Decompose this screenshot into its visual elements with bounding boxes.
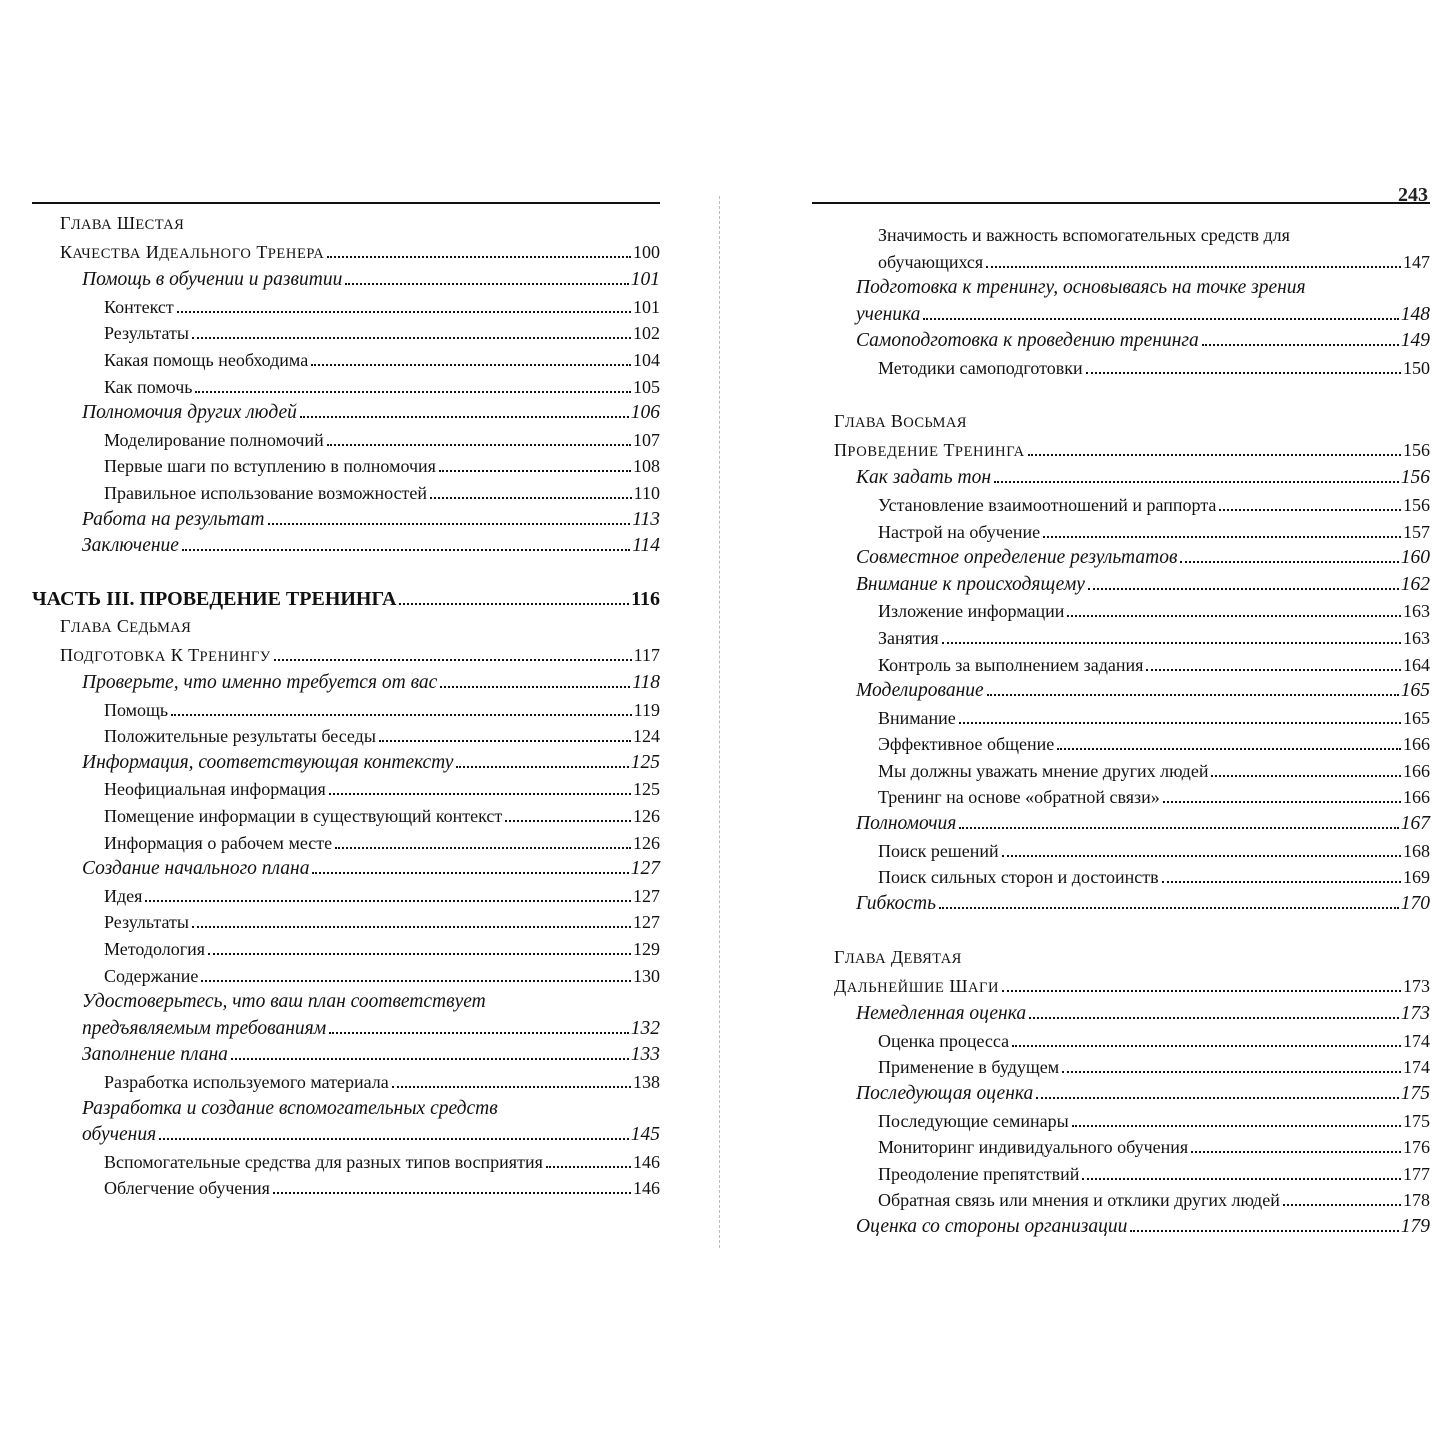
toc-entry-title: КАЧЕСТВА ИДЕАЛЬНОГО ТРЕНЕРА (60, 241, 325, 262)
dot-leader (1002, 990, 1401, 992)
toc-entry-title: Эффективное общение (878, 734, 1055, 755)
toc-page-number: 124 (633, 726, 660, 747)
header-rule (32, 202, 660, 204)
toc-entry[interactable] (32, 239, 660, 268)
toc-page-number: 126 (633, 806, 660, 827)
toc-entry-title: Внимание к происходящему (856, 573, 1085, 595)
toc-entry-title: Самоподготовка к проведению тренинга (856, 330, 1199, 352)
toc-page-number: 102 (633, 323, 660, 344)
dot-leader (345, 283, 628, 285)
dot-leader (1130, 1230, 1398, 1232)
toc-page-number: 178 (1403, 1190, 1430, 1211)
toc-entry[interactable] (812, 328, 1430, 355)
toc-entry-title: Обратная связь или мнения и отклики других людей (878, 1190, 1280, 1211)
toc-entry[interactable] (812, 492, 1430, 519)
dot-leader (327, 444, 631, 446)
toc-entry-title: Результаты (104, 323, 189, 344)
toc-page-number: 148 (1400, 303, 1430, 325)
toc-entry[interactable] (812, 1081, 1430, 1108)
toc-entry-title: Создание начального плана (82, 858, 310, 880)
dot-leader (1211, 775, 1401, 777)
dot-leader (335, 847, 631, 849)
toc-entry[interactable] (812, 973, 1430, 1002)
header-rule (812, 202, 1430, 204)
toc-page-number: 127 (630, 858, 660, 880)
toc-page-number: 156 (1403, 494, 1430, 515)
toc-entry-title: Облегчение обучения (104, 1178, 270, 1199)
toc-entry-title: Поиск сильных сторон и достоинств (878, 867, 1159, 888)
toc-entry[interactable] (32, 480, 660, 507)
toc-page-number: 117 (633, 644, 660, 665)
toc-page-number: 175 (1400, 1083, 1430, 1104)
toc-page-number: 116 (631, 588, 660, 611)
toc-page-number: 162 (1400, 573, 1430, 595)
toc-entry[interactable] (32, 936, 660, 963)
toc-entry-title: Контроль за выполнением задания (878, 654, 1144, 675)
dot-leader (923, 318, 1398, 320)
dot-leader (1219, 509, 1401, 511)
toc-entry-title: Моделирование полномочий (104, 429, 324, 450)
dot-leader (987, 694, 1399, 696)
book-gutter (719, 196, 724, 1248)
toc-entry[interactable] (32, 1175, 660, 1202)
toc-entry-title: Проверьте, что именно требуется от вас (82, 672, 438, 694)
toc-page-number: 119 (633, 699, 660, 720)
toc-entry[interactable] (32, 267, 660, 294)
toc-entry[interactable] (812, 437, 1430, 466)
toc-entry[interactable] (812, 625, 1430, 652)
toc-entry-title: Применение в будущем (878, 1057, 1060, 1078)
dot-leader (329, 793, 631, 795)
toc-page-number: 177 (1403, 1163, 1430, 1184)
toc-entry[interactable] (32, 750, 660, 777)
toc-entry[interactable] (812, 864, 1430, 891)
dot-leader (273, 1192, 631, 1194)
toc-entry-title: Какая помощь необходима (104, 349, 309, 370)
dot-leader (1162, 881, 1401, 883)
toc-page-number: 126 (633, 832, 660, 853)
toc-entry[interactable] (812, 465, 1430, 492)
toc-page-number: 101 (630, 269, 660, 291)
toc-entry-title: Заключение (82, 535, 179, 557)
dot-leader (440, 686, 630, 688)
dot-leader (939, 907, 1399, 909)
toc-entry-title: Помощь в обучении и развитии (82, 269, 343, 291)
toc-entry[interactable] (812, 758, 1430, 785)
dot-leader (1012, 1045, 1401, 1047)
dot-leader (268, 523, 631, 525)
toc-entry[interactable] (32, 453, 660, 480)
toc-entry[interactable] (812, 1028, 1430, 1055)
toc-entry-title: Поиск решений (878, 840, 999, 861)
dot-leader (1002, 855, 1401, 857)
toc-page-number: 113 (632, 508, 660, 530)
toc-entry-title: Полномочия других людей (82, 402, 297, 424)
toc-entry-title: Изложение информации (878, 601, 1065, 622)
toc-page-number: 108 (633, 456, 660, 477)
toc-entry[interactable] (32, 723, 660, 750)
toc-page-number: 146 (633, 1151, 660, 1172)
dot-leader (171, 714, 632, 716)
chapter-heading: ГЛАВА ДЕВЯТАЯ (834, 947, 962, 968)
dot-leader (1163, 801, 1401, 803)
dot-leader (182, 549, 630, 551)
dot-leader (1043, 536, 1401, 538)
toc-entry-title: Преодоление препятствий (878, 1163, 1080, 1184)
toc-entry[interactable] (32, 1042, 660, 1069)
toc-entry[interactable] (32, 427, 660, 454)
toc-entry[interactable] (32, 963, 660, 990)
dot-leader (1191, 1151, 1401, 1153)
dot-leader (145, 900, 631, 902)
toc-entry-title: Помощь (104, 699, 169, 720)
toc-entry[interactable] (32, 830, 660, 857)
toc-entry-title: Тренинг на основе «обратной связи» (878, 787, 1160, 808)
section-gap (32, 560, 660, 587)
toc-entry[interactable] (32, 533, 660, 560)
toc-page-number: 166 (1403, 787, 1430, 808)
toc-entry[interactable] (812, 1161, 1430, 1188)
toc-entry-title: ученика (856, 303, 921, 325)
toc-entry[interactable] (812, 572, 1430, 599)
toc-entry-title: Информация, соответствующая контексту (82, 751, 454, 773)
dot-leader (1028, 454, 1401, 456)
toc-page-number: 127 (633, 912, 660, 933)
toc-entry[interactable] (812, 678, 1430, 705)
dot-leader (192, 926, 631, 928)
toc-entry[interactable] (812, 519, 1430, 546)
toc-page-number: 127 (633, 885, 660, 906)
toc-entry[interactable] (32, 670, 660, 697)
toc-page-number: 105 (633, 376, 660, 397)
toc-entry[interactable] (32, 507, 660, 534)
chapter-heading: ГЛАВА СЕДЬМАЯ (60, 615, 192, 636)
toc-page-number: 156 (1400, 467, 1430, 489)
toc-entry-title: Как помочь (104, 376, 193, 397)
dot-leader (505, 820, 631, 822)
toc-page-number: 166 (1403, 734, 1430, 755)
toc-entry-title: Результаты (104, 912, 189, 933)
toc-entry-title: Положительные результаты беседы (104, 726, 376, 747)
dot-leader (1146, 669, 1401, 671)
toc-page-number: 138 (633, 1072, 660, 1092)
toc-entry[interactable] (32, 1122, 660, 1149)
toc-entry-title: Методики самоподготовки (878, 357, 1083, 378)
dot-leader (1036, 1097, 1398, 1099)
toc-page-number: 163 (1403, 601, 1430, 622)
dot-leader (1057, 748, 1401, 750)
toc-page-number: 165 (1403, 707, 1430, 728)
toc-page-number: 160 (1400, 547, 1430, 569)
toc-entry-title: Оценка со стороны организации (856, 1215, 1128, 1237)
toc-page-number: 106 (630, 402, 660, 424)
dot-leader (439, 470, 631, 472)
dot-leader (1180, 561, 1398, 563)
section-gap (812, 917, 1430, 944)
dot-leader (208, 953, 631, 955)
dot-leader (1029, 1017, 1399, 1019)
toc-page-number: 118 (632, 672, 660, 694)
toc-page-number: 129 (633, 939, 660, 960)
dot-leader (959, 827, 1398, 829)
dot-leader (300, 416, 629, 418)
toc-entry[interactable] (812, 1108, 1430, 1135)
toc-entry[interactable] (812, 784, 1430, 811)
toc-page-number: 156 (1403, 439, 1430, 460)
toc-entry-title: Последующие семинары (878, 1110, 1069, 1131)
toc-entry[interactable] (812, 1134, 1430, 1161)
toc-entry-title: Правильное использование возможностей (104, 482, 428, 503)
toc-entry[interactable] (812, 652, 1430, 679)
toc-page-number: 157 (1403, 521, 1430, 542)
dot-leader (1283, 1204, 1401, 1206)
toc-page-number: 169 (1403, 867, 1430, 888)
dot-leader (1062, 1071, 1401, 1073)
toc-entry[interactable] (812, 1001, 1430, 1028)
toc-entry-title: Последующая оценка (856, 1083, 1034, 1104)
toc-entry-title: предъявляемым требованиям (82, 1017, 327, 1039)
dot-leader (1088, 588, 1399, 590)
toc-entry[interactable] (32, 1016, 660, 1043)
dot-leader (986, 266, 1401, 268)
dot-leader (942, 642, 1401, 644)
toc-entry-title: Немедленная оценка (856, 1003, 1027, 1025)
toc-page-number: 107 (633, 429, 660, 450)
toc-page-number: 149 (1400, 330, 1430, 352)
dot-leader (1082, 1178, 1401, 1180)
toc-page-number: 145 (630, 1124, 660, 1146)
toc-entry-title: Неофициальная информация (104, 779, 326, 800)
dot-leader (201, 980, 631, 982)
toc-page-number: 167 (1400, 813, 1430, 835)
toc-entry[interactable] (812, 1214, 1430, 1241)
toc-page-number: 101 (633, 296, 660, 317)
toc-page-number: 168 (1403, 840, 1430, 861)
toc-entry[interactable] (32, 642, 660, 671)
toc-entry-title: Совместное определение результатов (856, 547, 1178, 569)
toc-entry-title: Вспомогательные средства для разных типов восприятия (104, 1151, 543, 1172)
dot-leader (379, 740, 631, 742)
toc-page-number: 170 (1400, 892, 1430, 914)
toc-entry-title: ДАЛЬНЕЙШИЕ ШАГИ (834, 975, 1000, 996)
dot-leader (959, 722, 1401, 724)
toc-entry-title: Контекст (104, 296, 174, 317)
toc-entry-title: Работа на результат (82, 508, 265, 530)
dot-leader (1072, 1125, 1401, 1127)
toc-entry[interactable] (32, 400, 660, 427)
toc-entry-title: Оценка процесса (878, 1030, 1010, 1051)
toc-page-number: 110 (633, 482, 660, 503)
toc-entry[interactable] (812, 249, 1430, 276)
toc-entry[interactable] (32, 1149, 660, 1176)
chapter-heading: ГЛАВА ВОСЬМАЯ (834, 411, 967, 432)
toc-page-number: 176 (1403, 1137, 1430, 1158)
toc-entry[interactable] (812, 355, 1430, 382)
toc-entry-title: Гибкость (856, 892, 937, 914)
toc-page-number: 125 (633, 779, 660, 800)
toc-page-number: 132 (630, 1017, 660, 1039)
toc-entry[interactable] (32, 1069, 660, 1096)
dot-leader (311, 364, 631, 366)
toc-entry-title: Разработка используемого материала (104, 1072, 389, 1092)
toc-entry[interactable] (32, 374, 660, 401)
dot-leader (1202, 344, 1399, 346)
toc-entry-title: обучающихся (878, 251, 984, 272)
dot-leader (159, 1138, 629, 1140)
toc-entry-title: Занятия (878, 627, 939, 648)
toc-entry-title: Установление взаимоотношений и раппорта (878, 494, 1217, 515)
toc-entry-title: Содержание (104, 965, 199, 986)
toc-entry[interactable] (32, 909, 660, 936)
toc-entry-first-line: Значимость и важность вспомогательных средств для (878, 225, 1290, 245)
dot-leader (192, 337, 631, 339)
toc-page-number: 147 (1403, 251, 1430, 272)
dot-leader (546, 1166, 631, 1168)
toc-page-number: 175 (1403, 1110, 1430, 1131)
toc-entry-title: ЧАСТЬ III. ПРОВЕДЕНИЕ ТРЕНИНГА (32, 588, 397, 611)
toc-entry-title: Внимание (878, 707, 956, 728)
toc-page-number: 125 (630, 751, 660, 773)
toc-entry[interactable] (32, 586, 660, 613)
toc-page-number: 174 (1403, 1057, 1430, 1078)
dot-leader (177, 311, 631, 313)
toc-entry-first-line: Подготовка к тренингу, основываясь на точке зрения (856, 277, 1306, 299)
dot-leader (312, 872, 628, 874)
toc-right (812, 222, 1430, 1241)
toc-entry-title: Заполнение плана (82, 1044, 228, 1066)
toc-entry[interactable] (812, 1054, 1430, 1081)
toc-entry[interactable] (812, 891, 1430, 918)
toc-entry-title: Методология (104, 939, 206, 960)
toc-entry-title: Полномочия (856, 813, 957, 835)
toc-page-number: 133 (630, 1044, 660, 1066)
section-gap (812, 382, 1430, 409)
toc-entry-title: ПОДГОТОВКА К ТРЕНИНГУ (60, 644, 271, 665)
page-number: 243 (1398, 184, 1428, 206)
toc-entry[interactable] (812, 545, 1430, 572)
toc-entry-title: Информация о рабочем месте (104, 832, 333, 853)
dot-leader (392, 1086, 631, 1088)
toc-entry-title: Первые шаги по вступлению в полномочия (104, 456, 436, 477)
toc-entry[interactable] (812, 598, 1430, 625)
dot-leader (1086, 372, 1401, 374)
toc-entry-title: Настрой на обучение (878, 521, 1041, 542)
toc-page-number: 173 (1400, 1003, 1430, 1025)
toc-page-number: 150 (1403, 357, 1430, 378)
toc-page-number: 164 (1403, 654, 1430, 675)
toc-entry[interactable] (32, 776, 660, 803)
toc-entry[interactable] (812, 731, 1430, 758)
dot-leader (399, 603, 629, 605)
toc-entry-title: Идея (104, 885, 143, 906)
right-page (812, 184, 1430, 1248)
toc-entry[interactable] (812, 1187, 1430, 1214)
toc-entry-title: Моделирование (856, 680, 984, 702)
toc-entry[interactable] (812, 705, 1430, 732)
toc-entry[interactable] (32, 697, 660, 724)
toc-page-number: 114 (632, 535, 660, 557)
toc-entry[interactable] (32, 320, 660, 347)
toc-entry[interactable] (812, 838, 1430, 865)
toc-page-number: 174 (1403, 1030, 1430, 1051)
toc-page-number: 146 (633, 1178, 660, 1199)
toc-page-number: 165 (1400, 680, 1430, 702)
dot-leader (430, 497, 632, 499)
toc-entry-title: ПРОВЕДЕНИЕ ТРЕНИНГА (834, 439, 1025, 460)
toc-entry[interactable] (32, 347, 660, 374)
dot-leader (994, 481, 1399, 483)
toc-entry-title: обучения (82, 1124, 157, 1146)
dot-leader (274, 659, 632, 661)
toc-entry[interactable] (812, 811, 1430, 838)
dot-leader (1067, 615, 1401, 617)
toc-page-number: 104 (633, 349, 660, 370)
toc-left (32, 210, 660, 1202)
toc-entry-title: Мы должны уважать мнение других людей (878, 760, 1209, 781)
dot-leader (327, 256, 631, 258)
dot-leader (456, 766, 628, 768)
toc-page-number: 163 (1403, 627, 1430, 648)
toc-entry[interactable] (32, 803, 660, 830)
chapter-heading: ГЛАВА ШЕСТАЯ (60, 213, 185, 233)
toc-page-number: 166 (1403, 760, 1430, 781)
toc-page-number: 100 (633, 241, 660, 262)
toc-entry-title: Помещение информации в существующий контекст (104, 806, 503, 827)
toc-page-number: 179 (1400, 1215, 1430, 1237)
toc-entry-first-line: Разработка и создание вспомогательных средств (82, 1097, 498, 1119)
toc-page-number: 130 (633, 965, 660, 986)
toc-entry[interactable] (32, 294, 660, 321)
dot-leader (231, 1058, 629, 1060)
left-page (32, 196, 660, 1248)
toc-entry[interactable] (32, 883, 660, 910)
dot-leader (195, 391, 631, 393)
toc-entry-title: Как задать тон (856, 467, 992, 489)
toc-entry[interactable] (32, 856, 660, 883)
toc-entry[interactable] (812, 302, 1430, 329)
dot-leader (329, 1032, 629, 1034)
toc-entry-title: Мониторинг индивидуального обучения (878, 1137, 1189, 1158)
toc-entry-first-line: Удостоверьтесь, что ваш план соответствует (82, 991, 486, 1013)
toc-page-number: 173 (1403, 975, 1430, 996)
